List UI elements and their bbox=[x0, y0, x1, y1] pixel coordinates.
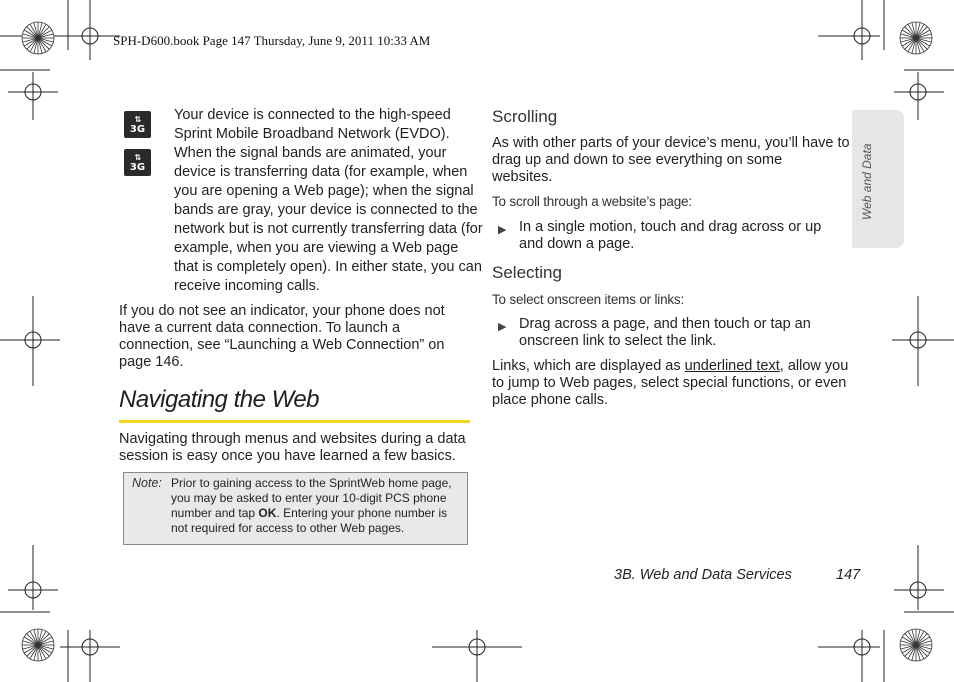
bullet-icon: ▶ bbox=[498, 321, 507, 333]
select-step: Drag across a page, and then touch or tap an onscreen link to select the link. bbox=[519, 316, 811, 349]
print-header: SPH-D600.book Page 147 Thursday, June 9, 2011 10:33 AM bbox=[113, 33, 431, 48]
note-text: Prior to gaining access to the SprintWeb home page, you may be asked to enter your 10-digit PCS phone number and tap OK. Entering your phone number is not required for access to other Web pages. bbox=[171, 476, 452, 535]
section-rule bbox=[119, 420, 470, 423]
underlined-text-example: underlined text bbox=[684, 358, 780, 374]
icon-description-2: When the signal bands are animated, your device is transferring data (for example, when you are opening a Web page); when the signal bands are gray, your device is connected to the network but is not currently transferring data (for example, when you are viewing a Web page that is completely open). In either state, you can receive incoming calls. bbox=[174, 145, 483, 294]
3g-data-idle-icon: ⇅ 3G bbox=[124, 149, 151, 176]
intro-paragraph: Navigating through menus and websites during a data session is easy once you have learned a few basics. bbox=[119, 431, 466, 464]
3g-data-active-icon: ⇅ 3G bbox=[124, 111, 151, 138]
scroll-step: In a single motion, touch and drag across or up and down a page. bbox=[519, 219, 822, 252]
note-box bbox=[123, 472, 468, 545]
no-indicator-paragraph: If you do not see an indicator, your phone does not have a current data connection. To launch a connection, see “Launching a Web Connection” on page 146. bbox=[119, 303, 445, 370]
icon-description-1: Your device is connected to the high-speed Sprint Mobile Broadband Network (EVDO). bbox=[174, 107, 451, 142]
selecting-heading: Selecting bbox=[492, 263, 562, 282]
scrolling-paragraph: As with other parts of your device’s menu, you’ll have to drag up and down to see everything on some websites. bbox=[492, 135, 850, 185]
page-number: 147 bbox=[836, 567, 861, 583]
note-label: Note: bbox=[132, 476, 162, 490]
bullet-icon: ▶ bbox=[498, 224, 507, 236]
links-paragraph: Links, which are displayed as underlined text, allow you to jump to Web pages, select special functions, or even place phone calls. bbox=[492, 358, 849, 408]
scrolling-heading: Scrolling bbox=[492, 107, 558, 126]
chapter-side-tab bbox=[852, 110, 904, 248]
scroll-instruction: To scroll through a website’s page: bbox=[492, 194, 692, 209]
section-title: Navigating the Web bbox=[119, 386, 320, 413]
select-instruction: To select onscreen items or links: bbox=[492, 292, 685, 307]
side-tab-label: Web and Data bbox=[860, 143, 874, 220]
footer-section: 3B. Web and Data Services bbox=[614, 567, 792, 583]
